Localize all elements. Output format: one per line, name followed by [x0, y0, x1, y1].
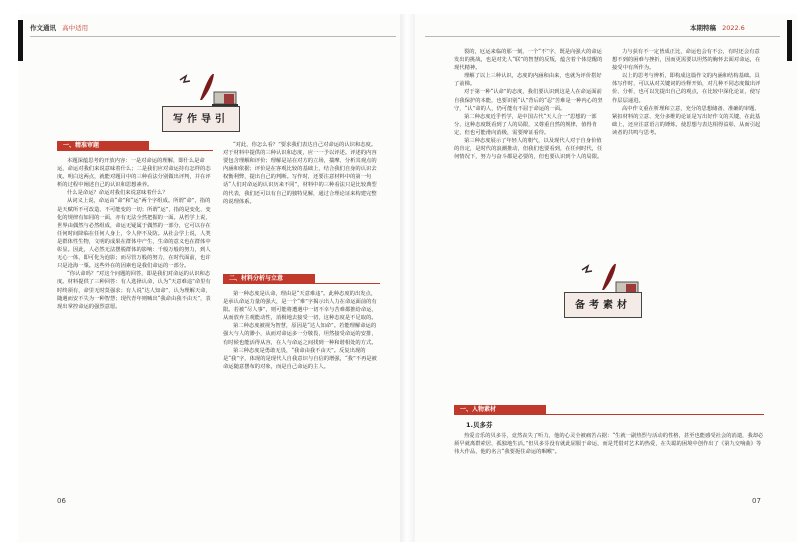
section-underline: [223, 283, 380, 284]
paragraph: 以上的思考与辨析，即构成这篇作文的内涵和结构基础。具体写作时，可以从对关键词的诠释开始，对几种不同态度做出评价、分析，也可以先提出自己的观点，在比较中深化论证，使写作层层递进。: [612, 73, 761, 104]
spine-gutter: [400, 14, 415, 542]
paragraph: 对于第一种“认命”的态度，我们要认识到这是人在命运面前自我保护的本能，也要识别“认”背后的“忍”苦难是一种内心的坚守，“认”命的人，仍可能有不屈于命运的一面。: [454, 89, 603, 112]
section-underline: [454, 414, 764, 415]
right-bottom-text: [454, 432, 764, 480]
right-header: [690, 22, 745, 34]
paragraph: 理解了以上三种认识，态度的内涵和由来，也就为评价搭好了前梯。: [454, 73, 602, 88]
paragraph: 第三种态度展示了年轻人的朝气，以及现代人对于自身价值的肯定，是时代的浪潮推动，但我们也要看到，在任何时代，任何情况下，努力与奋斗都是必要的，但也要认识到个人的局限。: [454, 138, 603, 161]
subhead-beethoven: 1.贝多芬: [466, 421, 493, 429]
paragraph: 从词义上说，命运由“命”和“运”两个字组成。所谓“命”，指的是天赋所不可改造、不可能变的一切；所谓“运”，指的是变化、变化的规律有如同的一面，亦有无法全然把握的一面。从哲学上说，世界由偶然与必然组成，命运无疑属于偶然的一部分，它可以存在任何时间降临在任何人身上，令人猝不及防。从社会学上说，人类是群体性生物，文明的成果在群体中产生，生命的意义也在群体中彰显。因此，人必然无法摆脱群体的影响：千般万般的努力，到人无心一体，即可化为泡影；而尽管万般的努力，在时代面前，也许只是沧海一粟。这些外在的因素也是我们命运的一部分。: [57, 198, 211, 270]
paragraph: 力与获有不一定皆成正比，命运也会有不公，有时还会有意想不到的困难与挫折，因而更需要以坦然的胸怀去面对命运，在接受中有所作为。: [612, 49, 761, 72]
feature-title-writing-guide: 写作导引: [162, 106, 240, 132]
right-column-2: [612, 48, 762, 238]
section-label-analysis: 二、材料分析与立意: [223, 274, 315, 283]
left-column-2-top: [223, 141, 380, 265]
left-header: [30, 22, 88, 34]
paragraph: 第一种态度是认命，理由是“天意难违”。此种态度的出发点，是承认命运力量的强大，是一个“难”字揭示出人力在命运面前的有限。若被“尽人事”，则可能将遭遇中一切不幸与苦难都推给命运，从而放弃主观能动性，消极地去接受一切，这种态度是不足取的。: [223, 291, 377, 322]
left-header-rule: [30, 36, 396, 37]
paragraph: 什么是命运？命运对我们来说意味着什么？: [67, 190, 168, 197]
paragraph: 第二种态度近乎哲学，是中国古代“天人合一”思想的一部分，这种态度既看到了人的局限，又尊重自然的规律，值得肯定，但也可能滑向消极，需要辩证看待。: [454, 113, 598, 136]
section-underline: [57, 150, 213, 151]
left-column-2-bottom: [223, 290, 380, 485]
paragraph: 第三种态度是勇敢无畏，“我命由我不由天”。反复出现的是“我”字，体现的是现代人自我意识与自信的增强，“我”不再是被命运随意摆布的对象，而是自己命运的主人。: [223, 347, 377, 370]
right-header-title: 本期特稿: [690, 24, 716, 32]
left-header-title: 作文通讯: [30, 24, 56, 32]
paragraph: 本题深蕴思考的开放内容：一是对命运的理解，即什么是命运，命运对我们来说意味着什么；二是我们应对命运持有怎样的态度。明白这两点，就能对题目中的三种看法分别做出评判，并在评析的过程中阐述自己的认识和思想素养。: [57, 158, 211, 189]
left-header-sub: 高中适用: [62, 24, 89, 32]
right-header-date: 2022.6: [722, 24, 745, 32]
page-number-right: 07: [752, 497, 761, 505]
left-edge-tab: [18, 20, 23, 61]
paragraph: “你认命吗？”对这个问题的回答，即是我们对命运的认识和态度。材料提供了三种回答：有人选择认命，认为“天意难违”命里有时终须有，命里无时莫强求；有人说“达人知命”，认为理解天命，随遇而安不失为一种智慧；现代青年则喊出“我命由我不由天”，表现出掌控命运的强烈意愿。: [57, 271, 211, 310]
feature-title-exam-material: 备考素材: [564, 292, 642, 318]
paragraph: 裂的，厄运来临的那一刻，一个“不”字，既是向强大的命运发出的挑战，也是对先人“联”的智慧的反叛，蕴含着个体觉醒的现代精神。: [454, 49, 603, 72]
book-quill-illustration: [178, 70, 242, 110]
right-edge-tab: [787, 20, 792, 61]
right-header-rule: [425, 36, 780, 37]
section-label-people: 一、人物素材: [454, 405, 546, 414]
paragraph: 第二种态度被视为智慧，原因是“达人知命”。若能理解命运的强大与人的渺小，从而对命运多一分敬畏，坦然接受命运的安排，有时候也能活得从容，在人与命运之间找到一种和谐相处的方式。: [223, 323, 377, 346]
section-label-topic: 一、精准审题: [57, 141, 149, 150]
paragraph: “对此，你怎么看？”要求我们表达自己对命运的认识和态度。对于材料中提供的三种认识和态度，应一一予以评述。评述的内容要包含理解和评价；理解是站在对方的立场，揣摩、分析其观点的内涵和依据；评价是在客观比较的基础上，结合我们自身的认识去权衡利弊，提出自己的判断。写作时，还要注意材料中的第一句话“人们对命运的认识历来不同”，材料中的三种看法只是比较典型的代表，我们还可以有自己的独特见解，通过合理论证来构建完整的说理体系。: [223, 142, 377, 205]
page-number-left: 06: [57, 497, 66, 505]
paragraph: 热爱音乐的贝多芬，竟然丧失了听力，他的心灵全被痛苦占据：“生就一副热烈与活动的性格，甚至也能感受社会的消遣，我却必须早就离群索居，孤独地生活。”但贝多芬没有就此屈服于命运，而是凭借对艺术的热爱，在失聪的困境中创作出了《第九交响曲》等伟大作品，他的名言“我要扼住命运的咽喉”。: [454, 433, 764, 456]
left-column-1: [57, 157, 212, 477]
paragraph: 高中作文重在析理和立意，充分的思想储备、准确的审题、紧扣材料的立意、充分多维的论证是写出好作文的关键，在此基础上，还应注意语言的锤炼，使思想与表达相得益彰，从而引起读者的共鸣与思考。: [612, 105, 761, 136]
